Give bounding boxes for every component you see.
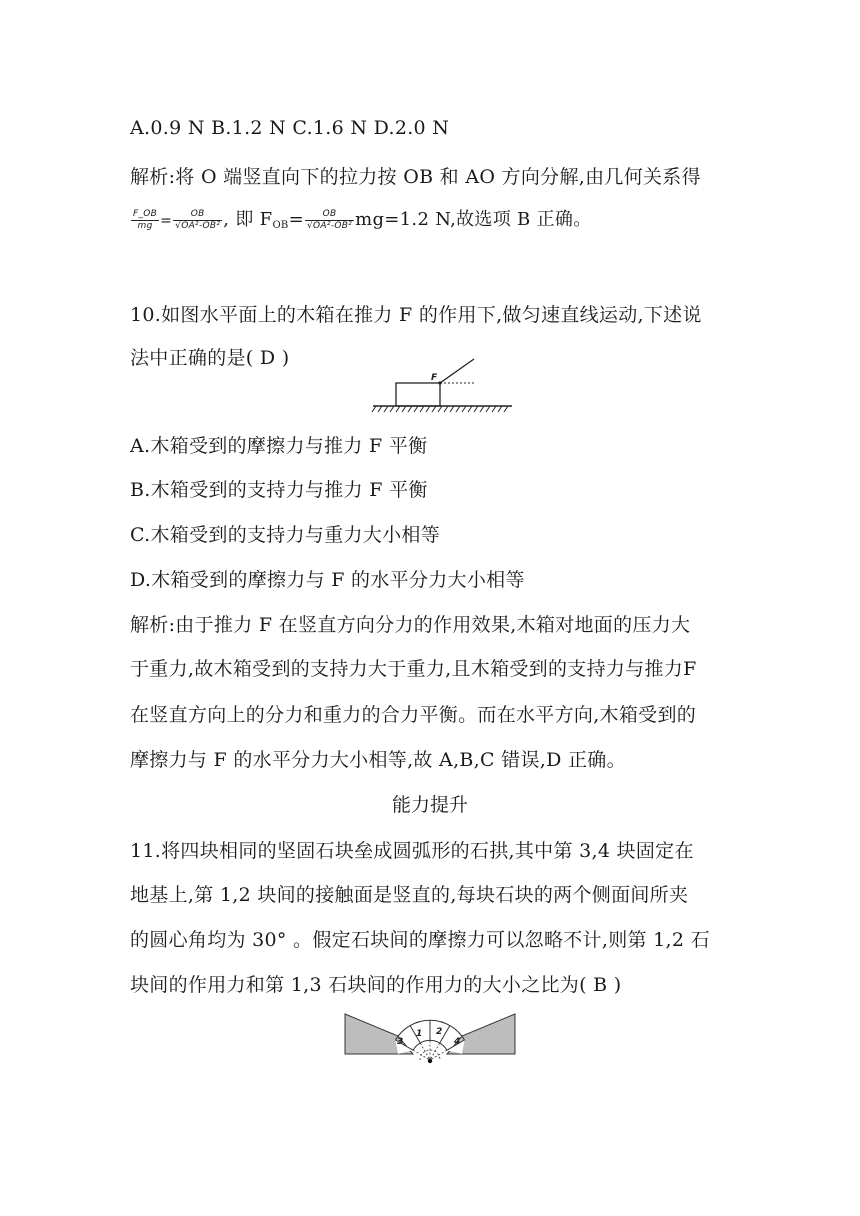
stone-2-label: 2 [436,1027,443,1037]
q10-analysis-line1: 解析:由于推力 F 在竖直方向分力的作用效果,木箱对地面的压力大 [130,614,691,636]
force-label: F [431,373,438,383]
fraction-1 [131,209,159,232]
q10-analysis-line2: 于重力,故木箱受到的支持力大于重力,且木箱受到的支持力与推力F [130,658,697,680]
q9-formula: $\frac{F\_OB}{mg}$ = $\frac{OB}{\text{√OA²-OB²}}$ , 即 $F_{OB}=$ $\frac{OB}{\text{√OA²-OB²}}$ mg=1.2 N,故选项 B 正确。 [133,208,592,231]
stone-3-label: 3 [397,1037,404,1047]
q10-option-a: A.木箱受到的摩擦力与推力 F 平衡 [130,435,428,457]
formula-sub: OB [272,220,289,231]
q10-option-c: C.木箱受到的支持力与重力大小相等 [130,524,441,546]
q10-analysis-line3: 在竖直方向上的分力和重力的合力平衡。而在水平方向,木箱受到的 [130,704,697,726]
q10-option-d: D.木箱受到的摩擦力与 F 的水平分力大小相等 [130,569,525,591]
q10-analysis-line4: 摩擦力与 F 的水平分力大小相等,故 A,B,C 错误,D 正确。 [130,749,626,771]
fraction-1-den: mg [137,220,153,231]
stone-4-label: 4 [454,1037,461,1047]
formula-tail: mg=1.2 N,故选项 B 正确。 [355,209,592,230]
q10-stem-line1: 10.如图水平面上的木箱在推力 F 的作用下,做匀速直线运动,下述说 [130,304,702,326]
q11-stem-line1: 11.将四块相同的坚固石块垒成圆弧形的石拱,其中第 3,4 块固定在 [130,840,694,862]
stone-1-label: 1 [416,1029,423,1039]
fraction-2-num: OB [173,209,222,221]
fraction-3 [305,209,354,232]
q9-options: A.0.9 N B.1.2 N C.1.6 N D.2.0 N [130,117,450,139]
q10-option-b: B.木箱受到的支持力与推力 F 平衡 [130,479,428,501]
q11-stem-line3: 的圆心角均为 30° 。假定石块间的摩擦力可以忽略不计,则第 1,2 石 [130,929,710,951]
formula-eq: = [288,209,304,230]
stone-arch-figure [340,1010,520,1070]
box-push-figure [370,355,520,415]
wooden-box [396,383,440,406]
fraction-3-den: √OA²-OB² [306,220,353,231]
q11-stem-line4: 块间的作用力和第 1,3 石块间的作用力的大小之比为( B ) [130,974,622,996]
fraction-2 [173,209,222,232]
q9-analysis: 解析:将 O 端竖直向下的拉力按 OB 和 AO 方向分解,由几何关系得 [130,166,701,188]
q11-stem-line2: 地基上,第 1,2 块间的接触面是竖直的,每块石块的两个侧面间所夹 [130,884,689,906]
formula-middle: , 即 F [223,209,273,230]
arch-center [428,1059,432,1063]
fraction-2-den: √OA²-OB² [175,220,221,231]
fraction-1-num: F_OB [133,208,158,219]
section-title: 能力提升 [391,794,468,816]
q10-stem-line2: 法中正确的是( D ) [130,347,290,369]
fraction-3-num: OB [305,209,354,221]
